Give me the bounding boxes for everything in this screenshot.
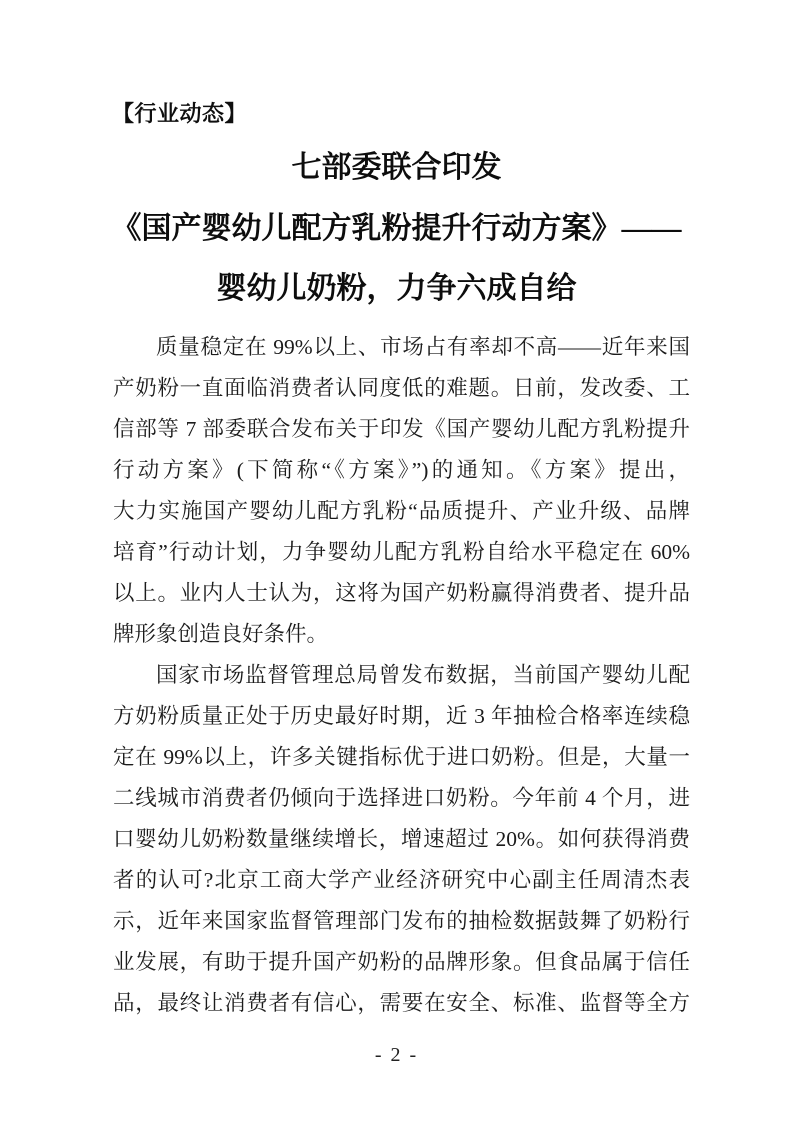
page-number: - 2 -: [374, 1044, 419, 1066]
article-body: [113, 327, 690, 1024]
body-line: 示，近年来国家监督管理部门发布的抽检数据鼓舞了奶粉行: [113, 909, 690, 933]
body-line: 者的认可?北京工商大学产业经济研究中心副主任周清杰表: [113, 868, 690, 892]
body-line: 方奶粉质量正处于历史最好时期，近 3 年抽检合格率连续稳: [113, 704, 690, 728]
body-line: 培育”行动计划，力争婴幼儿配方乳粉自给水平稳定在 60%: [113, 540, 690, 564]
body-line: 牌形象创造良好条件。: [113, 622, 329, 646]
body-line: 业发展，有助于提升国产奶粉的品牌形象。但食品属于信任: [113, 950, 690, 974]
body-line: 产奶粉一直面临消费者认同度低的难题。日前，发改委、工: [113, 376, 690, 400]
body-line: 品，最终让消费者有信心，需要在安全、标准、监督等全方: [113, 991, 690, 1015]
body-line: 二线城市消费者仍倾向于选择进口奶粉。今年前 4 个月，进: [113, 786, 690, 810]
section-label: 【行业动态】: [112, 101, 248, 126]
body-line: 以上。业内人士认为，这将为国产奶粉赢得消费者、提升品: [113, 581, 690, 605]
title-line-1: 七部委联合印发: [291, 151, 502, 184]
body-line: 信部等 7 部委联合发布关于印发《国产婴幼儿配方乳粉提升: [113, 417, 690, 441]
body-line: 行动方案》(下简称“《方案》”)的通知。《方案》提出，: [113, 458, 690, 482]
body-line: 质量稳定在 99%以上、市场占有率却不高——近年来国: [156, 335, 690, 359]
body-paragraph-1: [113, 327, 690, 655]
body-line: 口婴幼儿奶粉数量继续增长，增速超过 20%。如何获得消费: [113, 827, 690, 851]
body-line: 国家市场监督管理总局曾发布数据，当前国产婴幼儿配: [156, 663, 690, 687]
body-line: 大力实施国产婴幼儿配方乳粉“品质提升、产业升级、品牌: [113, 499, 690, 523]
article-title: [56, 138, 737, 320]
body-line: 定在 99%以上，许多关键指标优于进口奶粉。但是，大量一: [113, 745, 690, 769]
title-line-2: 《国产婴幼儿配方乳粉提升行动方案》——: [111, 211, 682, 245]
body-paragraph-2: [113, 655, 690, 1024]
title-line-3: 婴幼儿奶粉，力争六成自给: [216, 272, 577, 305]
